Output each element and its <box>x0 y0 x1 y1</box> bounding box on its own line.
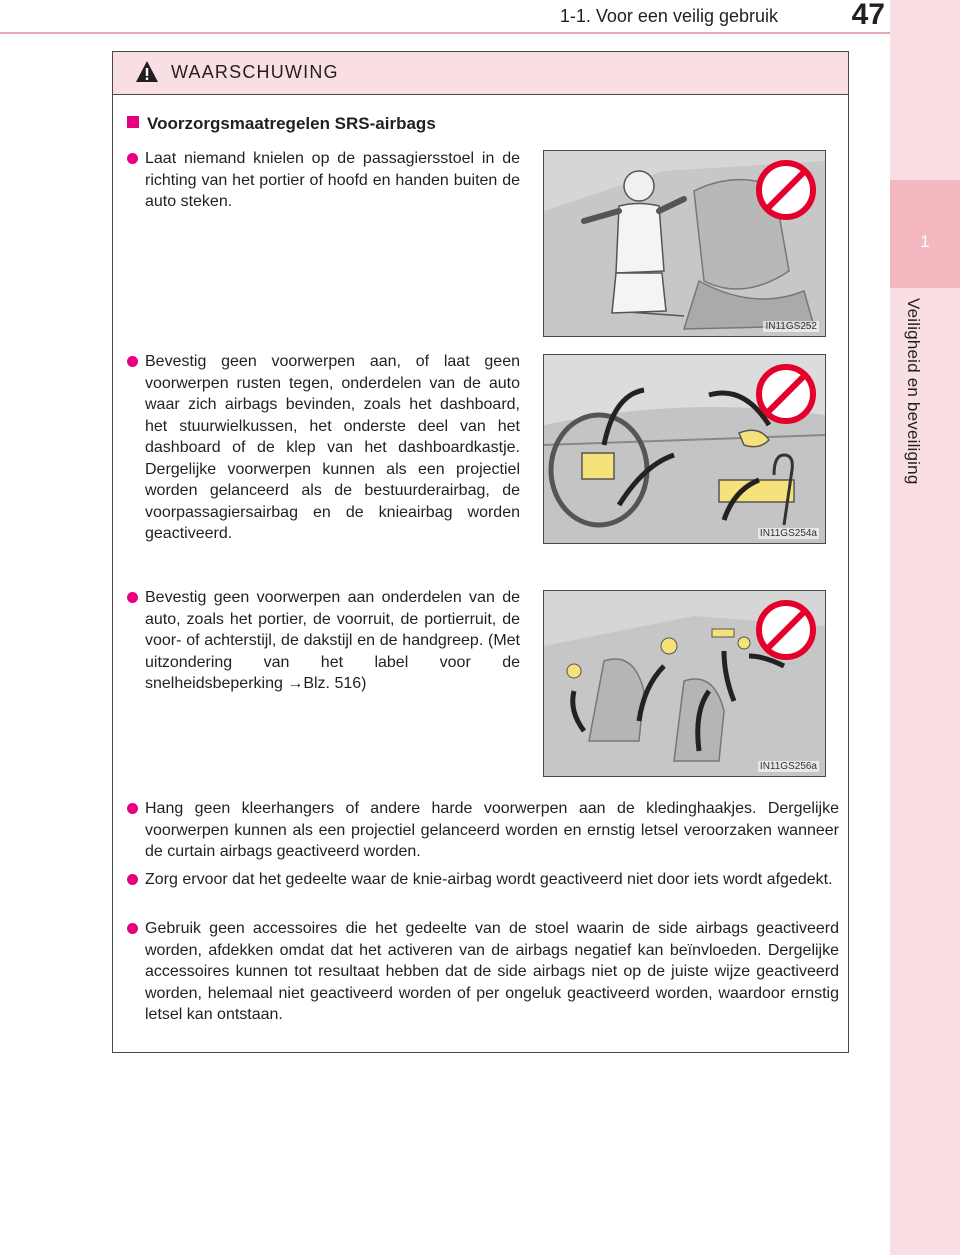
bullet-icon <box>127 356 138 367</box>
bullet-icon <box>127 923 138 934</box>
warning-header <box>113 52 848 95</box>
list-item <box>127 798 839 863</box>
item-text: Laat niemand knielen op de passagiersstoel in de richting van het portier of hoofd en handen buiten de auto steken. <box>145 150 520 210</box>
list-item <box>127 148 520 213</box>
prohibition-icon <box>755 159 817 221</box>
figure-code: IN11GS254a <box>759 528 817 539</box>
square-bullet-icon <box>127 116 139 128</box>
list-item <box>127 918 839 1026</box>
list-item <box>127 869 839 891</box>
section-title: 1-1. Voor een veilig gebruik <box>559 6 778 26</box>
warning-title: WAARSCHUWING <box>171 62 339 82</box>
item-text: Bevestig geen voorwerpen aan onderdelen van de auto, zoals het portier, de voorruit, de portierruit, de voor- of achterstijl, de dakstijl en de handgreep. (Met uitzondering van het label voor de snelheidsbeperking →Blz. 516) <box>145 589 520 692</box>
subheading-text: Voorzorgsmaatregelen SRS-airbags <box>147 114 436 133</box>
prohibition-icon <box>755 363 817 425</box>
bullet-icon <box>127 153 138 164</box>
prohibition-icon <box>755 599 817 661</box>
warning-box <box>112 51 849 1053</box>
figure-dashboard-objects <box>543 354 826 544</box>
list-item <box>127 351 520 545</box>
warning-triangle-icon <box>135 60 159 84</box>
list-item <box>127 587 520 695</box>
item-text: Gebruik geen accessoires die het gedeelte van de stoel waarin de side airbags geactiveerd worden, afdekken omdat dat het activeren van de airbags negatief kan beïnvloeden. Dergelijke accessoires kunnen tot resultaat hebben dat de side airbags niet op de juiste wijze geactiveerd worden, helemaal niet geactiveerd worden of per ongeluk geactiveerd worden, waardoor ernstig letsel kan ontstaan. <box>145 920 839 1023</box>
chapter-number: 1 <box>920 232 930 251</box>
subheading <box>127 114 436 134</box>
page-number: 47 <box>851 0 885 31</box>
item-text: Zorg ervoor dat het gedeelte waar de knie-airbag wordt geactiveerd niet door iets wordt afgedekt. <box>145 871 833 888</box>
figure-kneeling-passenger <box>543 150 826 337</box>
header-divider <box>0 32 890 34</box>
bullet-icon <box>127 874 138 885</box>
item-text: Bevestig geen voorwerpen aan, of laat geen voorwerpen rusten tegen, onderdelen van de auto waar zich airbags bevinden, zoals het dashboard, het stuurwielkussen, het onderste deel van het dashboard of de klep van het dashboardkastje. Dergelijke voorwerpen kunnen als een projectiel worden gelanceerd als de bestuurderairbag, de voorpassagiersairbag en de knieairbag worden geactiveerd. <box>145 353 520 542</box>
chapter-title: Veiligheid en beveiliging <box>904 298 923 485</box>
figure-code: IN11GS252 <box>765 321 817 332</box>
item-text: Hang geen kleerhangers of andere harde voorwerpen aan de kledinghaakjes. Dergelijke voorwerpen kunnen als een projectiel gelanceerd worden en ernstig letsel veroorzaken wanneer de curtain airbags geactiveerd worden. <box>145 800 839 860</box>
bullet-icon <box>127 592 138 603</box>
bullet-icon <box>127 803 138 814</box>
figure-hanging-objects <box>543 590 826 777</box>
figure-code: IN11GS256a <box>759 761 817 772</box>
